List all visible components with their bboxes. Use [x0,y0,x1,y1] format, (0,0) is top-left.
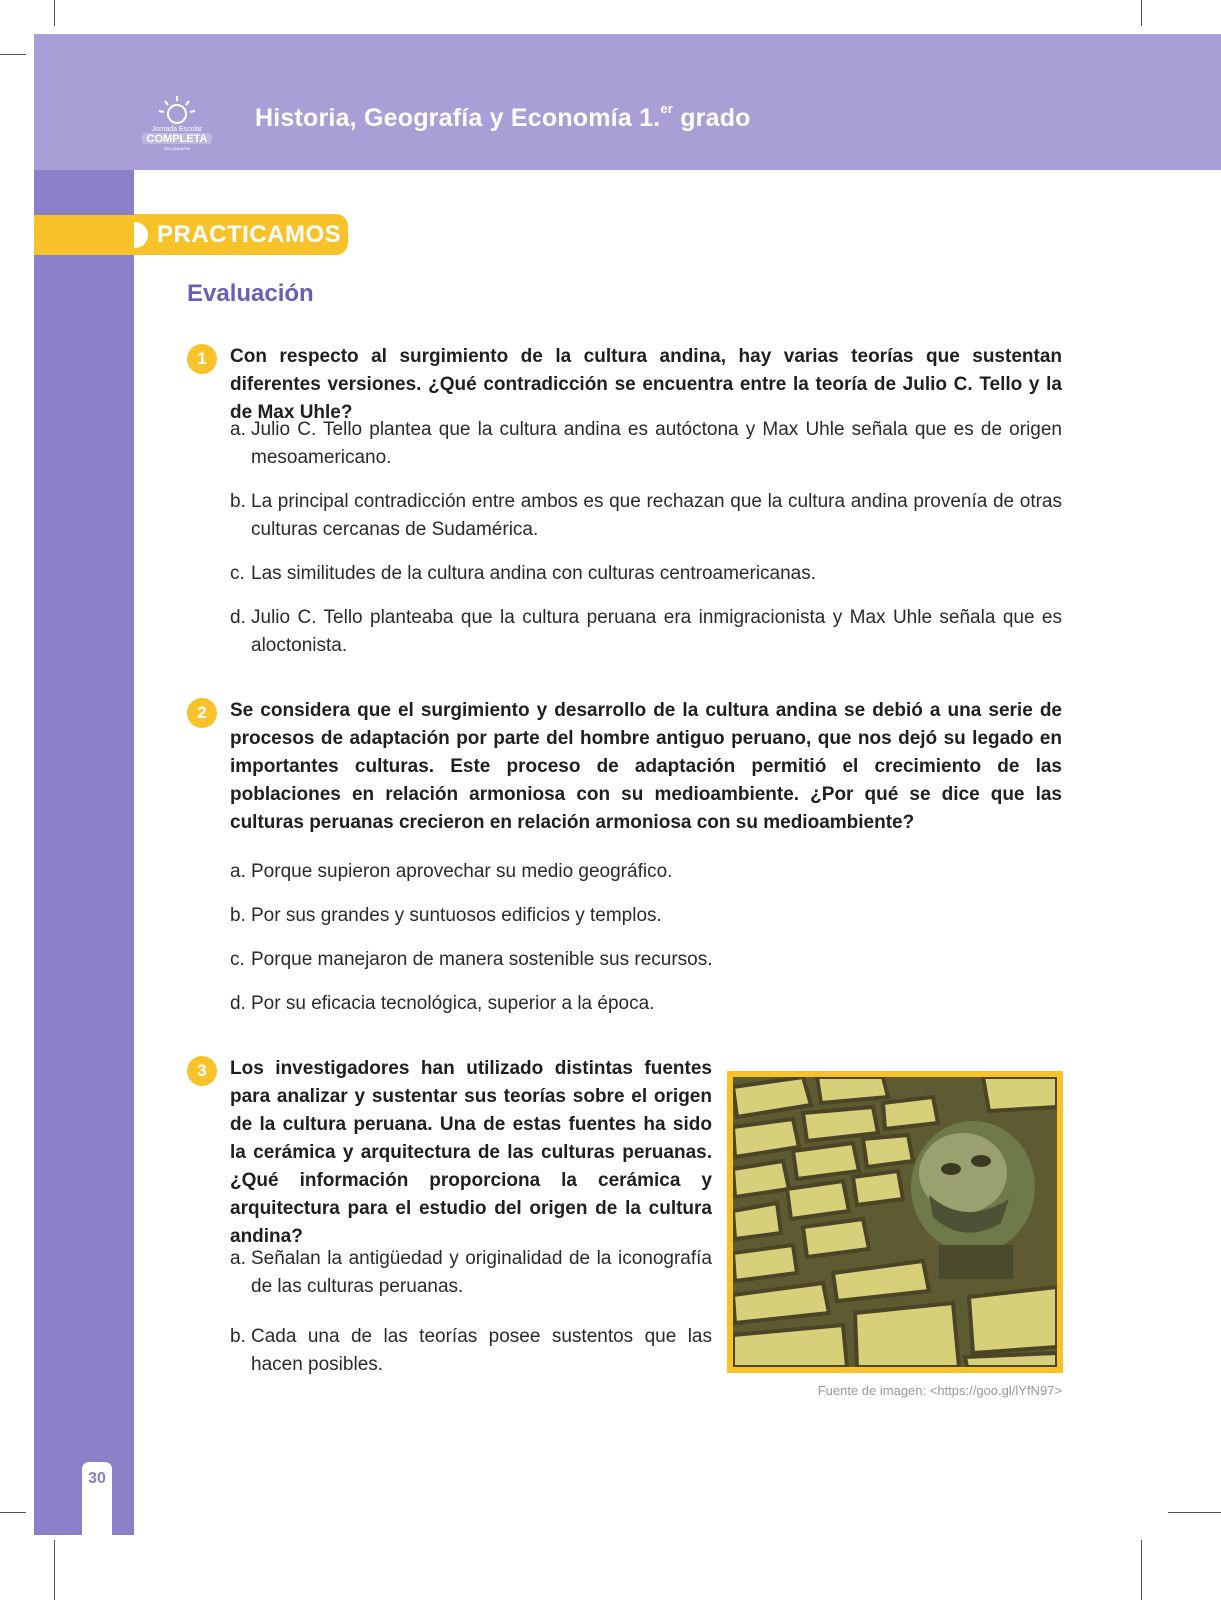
header-ordinal: er [660,100,674,116]
option-letter: c. [230,949,245,970]
option-letter: d. [230,607,246,628]
question-3-option-b[interactable] [230,1323,712,1379]
question-1-option-a[interactable] [230,416,1062,472]
page-header-title [255,100,751,133]
option-letter: a. [230,419,246,440]
option-text: Señalan la antigüedad y originalidad de la iconografía de las culturas peruanas. [251,1248,712,1297]
option-letter: d. [230,993,246,1014]
logo-text-bottom: SECUNDARIA [163,146,191,151]
option-text: Por sus grandes y suntuosos edificios y templos. [251,905,662,926]
side-band [34,170,134,1535]
option-text: Julio C. Tello plantea que la cultura andina es autóctona y Max Uhle señala que es de origen mesoamericano. [251,419,1062,468]
question-3-option-a[interactable] [230,1245,712,1301]
question-2-option-b[interactable] [230,902,1062,930]
page-number: 30 [88,1470,106,1487]
side-accent [34,215,134,255]
header-subject: Historia, Geografía y Economía 1. [255,104,661,132]
crop-mark [1168,1512,1221,1513]
stone-head-photo [727,1071,1063,1373]
option-text: Porque manejaron de manera sostenible sus recursos. [251,949,713,970]
header-grade: grado [673,104,751,132]
logo-text-main: COMPLETA [146,133,208,145]
question-3-text: Los investigadores han utilizado distintas fuentes para analizar y sustentar sus teorías sobre el origen de la cultura peruana. Una de estas fuentes ha sido la cerámica y arquitectura de las culturas peruanas. ¿Qué información proporciona la cerámica y arquitectura para el estudio del origen de la cultura andina? [230,1058,712,1247]
crop-mark [1141,0,1142,26]
crop-mark [54,0,55,26]
question-number-badge: 3 [187,1056,217,1086]
crop-mark [0,54,26,55]
crop-mark [54,1540,55,1600]
stone-wall-image [733,1077,1057,1367]
image-caption: Fuente de imagen: <https://goo.gl/lYfN97> [817,1383,1062,1398]
question-1-option-d[interactable] [230,604,1062,660]
section-badge-label: PRACTICAMOS [157,221,342,248]
crop-mark [0,1512,26,1513]
question-2-text: Se considera que el surgimiento y desarrollo de la cultura andina se debió a una serie de procesos de adaptación por parte del hombre antiguo peruano, que nos dejó su legado en importantes culturas. Este proceso de adaptación permitió el crecimiento de las poblaciones en relación armoniosa con su medioambiente. ¿Por qué se dice que las culturas peruanas crecieron en relación armoniosa con su medioambiente? [230,700,1062,833]
question-2-option-c[interactable] [230,946,1062,974]
logo-text-top: Jornada Escolar [151,126,203,133]
question-1-option-b[interactable] [230,488,1062,544]
option-text: Porque supieron aprovechar su medio geográfico. [251,861,673,882]
option-text: Las similitudes de la cultura andina con culturas centroamericanas. [251,563,817,584]
option-letter: a. [230,861,246,882]
option-text: Cada una de las teorías posee sustentos que las hacen posibles. [251,1326,712,1375]
question-1-option-c[interactable] [230,560,1062,588]
option-letter: b. [230,905,246,926]
option-letter: a. [230,1248,246,1269]
option-text: Por su eficacia tecnológica, superior a la época. [251,993,655,1014]
option-letter: b. [230,1326,246,1347]
jornada-escolar-logo [138,92,216,152]
question-number-badge: 2 [187,698,217,728]
option-letter: b. [230,491,246,512]
option-letter: c. [230,563,245,584]
question-1-text: Con respecto al surgimiento de la cultura andina, hay varias teorías que sustentan diferentes versiones. ¿Qué contradicción se encuentra entre la teoría de Julio C. Tello y la de Max Uhle? [230,346,1062,423]
question-2-option-a[interactable] [230,858,1062,886]
question-number-badge: 1 [187,344,217,374]
question-2-option-d[interactable] [230,990,1062,1018]
option-text: Julio C. Tello planteaba que la cultura peruana era inmigracionista y Max Uhle señala que es aloctonista. [251,607,1062,656]
section-title: Evaluación [187,280,314,307]
option-text: La principal contradicción entre ambos es que rechazan que la cultura andina provenía de otras culturas cercanas de Sudamérica. [251,491,1062,540]
crop-mark [1141,1540,1142,1600]
